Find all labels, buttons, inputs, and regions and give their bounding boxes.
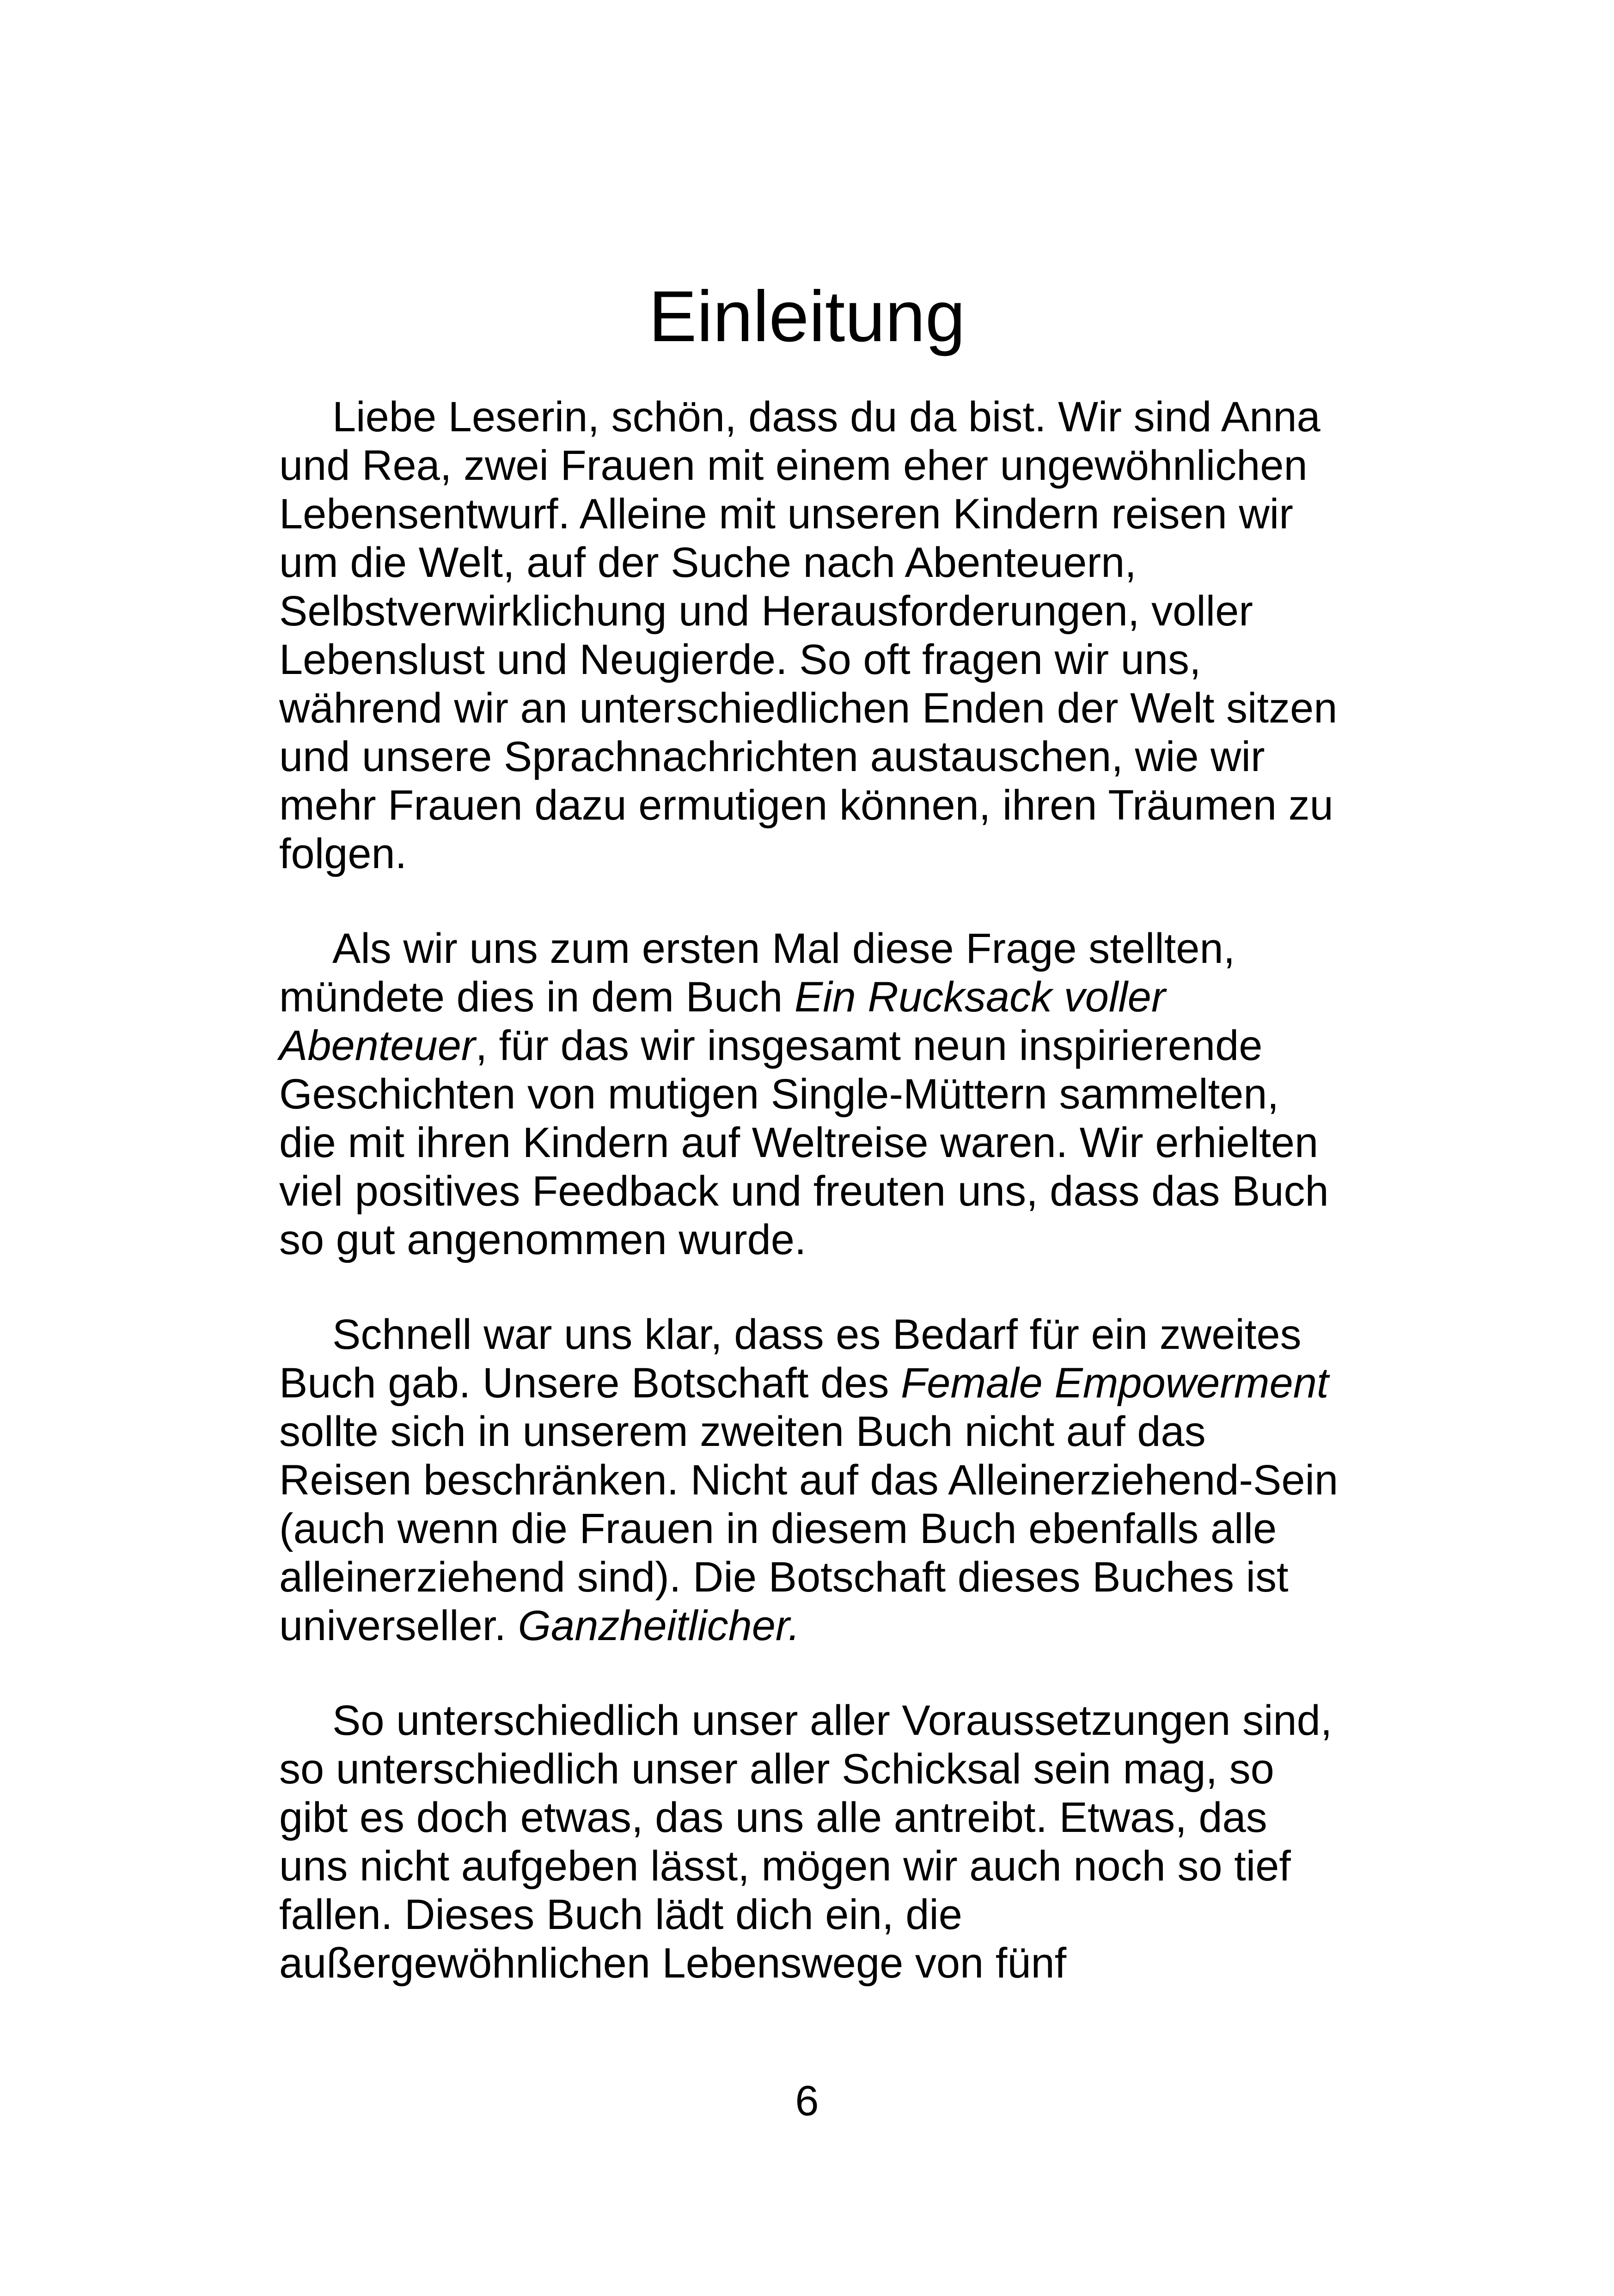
- text-line: [279, 1310, 1361, 1359]
- emphasis-text: Abenteuer: [279, 1022, 476, 1069]
- text-segment: folgen.: [279, 830, 407, 877]
- text-line: [279, 733, 1361, 781]
- text-segment: universeller.: [279, 1602, 518, 1649]
- emphasis-text: Female Empowerment: [901, 1359, 1329, 1407]
- text-segment: Schnell war uns klar, dass es Bedarf für ein zweites: [332, 1311, 1302, 1358]
- text-segment: während wir an unterschiedlichen Enden der Welt sitzen: [279, 685, 1338, 732]
- text-line: [279, 393, 1361, 441]
- text-segment: mündete dies in dem Buch: [279, 974, 795, 1021]
- text-line: [279, 1939, 1361, 1988]
- emphasis-text: Ganzheitlicher.: [518, 1602, 800, 1649]
- text-line: [279, 1891, 1361, 1939]
- text-line: [279, 1745, 1361, 1794]
- text-segment: und Rea, zwei Frauen mit einem eher ungewöhnlichen: [279, 442, 1308, 489]
- text-segment: so gut angenommen wurde.: [279, 1216, 807, 1263]
- text-line: [279, 1216, 1361, 1264]
- text-segment: sollte sich in unserem zweiten Buch nicht auf das: [279, 1408, 1206, 1455]
- text-segment: so unterschiedlich unser aller Schicksal sein mag, so: [279, 1745, 1274, 1793]
- text-segment: und unsere Sprachnachrichten austauschen, wie wir: [279, 733, 1265, 780]
- text-segment: mehr Frauen dazu ermutigen können, ihren Träumen zu: [279, 782, 1333, 829]
- text-segment: alleinerziehend sind). Die Botschaft dieses Buches ist: [279, 1554, 1289, 1601]
- page-number: 6: [795, 2077, 819, 2125]
- text-line: [279, 973, 1361, 1022]
- text-line: [279, 1602, 1361, 1650]
- text-segment: Lebensentwurf. Alleine mit unseren Kindern reisen wir: [279, 490, 1293, 538]
- text-segment: uns nicht aufgeben lässt, mögen wir auch noch so tief: [279, 1843, 1291, 1890]
- text-line: [279, 490, 1361, 539]
- text-segment: viel positives Feedback und freuten uns, dass das Buch: [279, 1168, 1329, 1215]
- text-line: [279, 1794, 1361, 1842]
- text-line: [279, 1359, 1361, 1408]
- text-line: [279, 1456, 1361, 1505]
- paragraph: [279, 393, 1361, 878]
- body-text: [279, 393, 1361, 2034]
- text-line: [279, 1119, 1361, 1167]
- chapter-title: Einleitung: [648, 276, 966, 357]
- text-line: [279, 1842, 1361, 1891]
- text-line: [279, 925, 1361, 973]
- text-line: [279, 539, 1361, 587]
- text-line: [279, 830, 1361, 878]
- text-line: [279, 636, 1361, 684]
- text-segment: Selbstverwirklichung und Herausforderungen, voller: [279, 588, 1253, 635]
- text-segment: (auch wenn die Frauen in diesem Buch ebenfalls alle: [279, 1505, 1277, 1552]
- paragraph: [279, 1696, 1361, 1988]
- text-line: [279, 441, 1361, 490]
- text-segment: Reisen beschränken. Nicht auf das Alleinerziehend-Sein: [279, 1457, 1339, 1504]
- text-segment: Buch gab. Unsere Botschaft des: [279, 1359, 901, 1407]
- text-line: [279, 1696, 1361, 1745]
- text-segment: die mit ihren Kindern auf Weltreise waren. Wir erhielten: [279, 1119, 1319, 1166]
- text-segment: gibt es doch etwas, das uns alle antreibt. Etwas, das: [279, 1794, 1267, 1841]
- text-line: [279, 781, 1361, 830]
- paragraph: [279, 925, 1361, 1264]
- text-line: [279, 1408, 1361, 1456]
- text-segment: Als wir uns zum ersten Mal diese Frage stellten,: [332, 925, 1235, 972]
- text-segment: Liebe Leserin, schön, dass du da bist. Wir sind Anna: [332, 393, 1321, 441]
- text-segment: , für das wir insgesamt neun inspirierende: [475, 1022, 1263, 1069]
- text-segment: Geschichten von mutigen Single-Müttern sammelten,: [279, 1071, 1279, 1118]
- emphasis-text: Ein Rucksack voller: [794, 974, 1166, 1021]
- text-line: [279, 1070, 1361, 1119]
- text-line: [279, 587, 1361, 636]
- paragraph: [279, 1310, 1361, 1650]
- text-line: [279, 1505, 1361, 1553]
- text-line: [279, 684, 1361, 733]
- text-line: [279, 1167, 1361, 1216]
- text-segment: fallen. Dieses Buch lädt dich ein, die: [279, 1891, 962, 1938]
- text-segment: außergewöhnlichen Lebenswege von fünf: [279, 1940, 1067, 1987]
- text-segment: Lebenslust und Neugierde. So oft fragen wir uns,: [279, 636, 1201, 683]
- text-line: [279, 1553, 1361, 1602]
- text-segment: So unterschiedlich unser aller Voraussetzungen sind,: [332, 1697, 1333, 1744]
- text-segment: um die Welt, auf der Suche nach Abenteuern,: [279, 539, 1137, 586]
- text-line: [279, 1022, 1361, 1070]
